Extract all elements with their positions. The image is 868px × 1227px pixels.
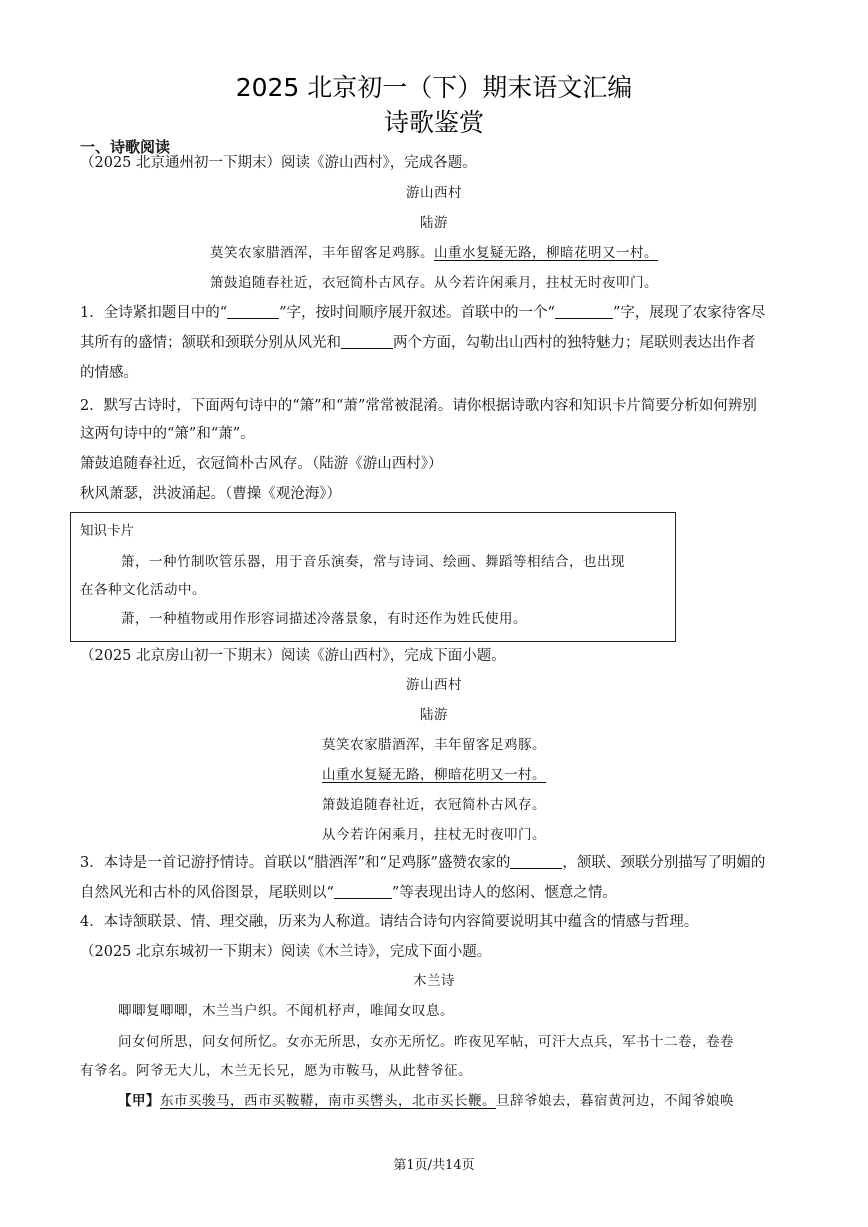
poem-underlined: 东市买骏马，西市买鞍鞯，南市买辔头，北市买长鞭。 bbox=[160, 1093, 496, 1109]
answer-blank[interactable] bbox=[510, 854, 562, 869]
poem-title: 游山西村 bbox=[406, 185, 462, 201]
question-2-line-1: 2．默写古诗时，下面两句诗中的“箫”和“萧”常常被混淆。请你根据诗歌内容和知识卡片简要分析如何辨别 bbox=[80, 398, 757, 414]
poem-paragraph: 问女何所思，问女何所忆。女亦无所思，女亦无所忆。昨夜见军帖，可汗大点兵，军书十二卷，卷卷 bbox=[118, 1034, 734, 1050]
poem-line-underlined: 山重水复疑无路，柳暗花明又一村。 bbox=[322, 767, 546, 783]
quote-line: 秋风萧瑟，洪波涌起。（曹操《观沧海》） bbox=[80, 486, 341, 502]
card-line: 箫，一种竹制吹管乐器，用于音乐演奏，常与诗词、绘画、舞蹈等相结合，也出现 bbox=[121, 554, 625, 570]
question-text: 1．全诗紧扣题目中的“ bbox=[80, 305, 228, 321]
poem-title: 游山西村 bbox=[406, 677, 462, 693]
question-3-line-1 bbox=[80, 853, 765, 873]
quote-line: 箫鼓追随春社近，衣冠简朴古风存。（陆游《游山西村》） bbox=[80, 456, 443, 472]
card-line: 在各种文化活动中。 bbox=[80, 582, 206, 598]
poem-line: 莫笑农家腊酒浑，丰年留客足鸡豚。 bbox=[322, 737, 546, 753]
card-line: 萧，一种植物或用作形容词描述冷落景象，有时还作为姓氏使用。 bbox=[121, 611, 527, 627]
question-text: ”字，按时间顺序展开叙述。首联中的一个“ bbox=[279, 305, 555, 321]
answer-blank[interactable] bbox=[341, 334, 393, 349]
poem-title: 木兰诗 bbox=[413, 973, 455, 989]
question-text: 自然风光和古朴的风俗图景，尾联则以“ bbox=[80, 885, 334, 901]
poem-author: 陆游 bbox=[420, 707, 448, 723]
poem-paragraph: 有爷名。阿爷无大儿，木兰无长兄，愿为市鞍马，从此替爷征。 bbox=[80, 1063, 472, 1079]
source-note-fangshan: （2025 北京房山初一下期末）阅读《游山西村》，完成下面小题。 bbox=[80, 648, 506, 664]
question-4: 4．本诗颔联景、情、理交融，历来为人称道。请结合诗句内容简要说明其中蕴含的情感与哲理。 bbox=[80, 914, 699, 930]
question-text: 两个方面，勾勒出山西村的独特魅力；尾联则表达出作者 bbox=[393, 335, 756, 351]
answer-blank[interactable] bbox=[555, 304, 613, 319]
answer-blank[interactable] bbox=[227, 304, 279, 319]
poem-line-underlined: 山重水复疑无路，柳暗花明又一村。 bbox=[434, 245, 658, 261]
card-title: 知识卡片 bbox=[80, 523, 134, 539]
poem-line: 从今若许闲乘月，拄杖无时夜叩门。 bbox=[322, 827, 546, 843]
question-3-line-2 bbox=[80, 883, 617, 903]
poem-author: 陆游 bbox=[420, 215, 448, 231]
poem-line-text: 莫笑农家腊酒浑，丰年留客足鸡豚。 bbox=[210, 245, 434, 261]
section-tag: 【甲】 bbox=[118, 1093, 160, 1109]
question-1-line-2 bbox=[80, 333, 756, 353]
document-title: 2025 北京初一（下）期末语文汇编 bbox=[235, 73, 633, 102]
poem-paragraph bbox=[118, 1091, 734, 1111]
section-heading: 一、诗歌阅读 bbox=[80, 138, 171, 156]
poem-line: 箫鼓追随春社近，衣冠简朴古风存。 bbox=[322, 797, 546, 813]
answer-blank[interactable] bbox=[334, 884, 392, 899]
question-text: 其所有的盛情；颔联和颈联分别从风光和 bbox=[80, 335, 341, 351]
source-note-dongcheng: （2025 北京东城初一下期末）阅读《木兰诗》，完成下面小题。 bbox=[80, 944, 492, 960]
question-text: ”等表现出诗人的悠闲、惬意之情。 bbox=[391, 885, 617, 901]
source-note-tongzhou: （2025 北京通州初一下期末）阅读《游山西村》，完成各题。 bbox=[80, 155, 477, 171]
question-text: ，颔联、颈联分别描写了明媚的 bbox=[562, 855, 766, 871]
poem-text: 旦辞爷娘去，暮宿黄河边，不闻爷娘唤 bbox=[496, 1093, 734, 1109]
question-2-line-2: 这两句诗中的“箫”和“萧”。 bbox=[80, 426, 255, 442]
poem-line bbox=[0, 765, 868, 785]
question-1-line-1 bbox=[80, 303, 765, 323]
poem-line: 箫鼓追随春社近，衣冠简朴古风存。从今若许闲乘月，拄杖无时夜叩门。 bbox=[210, 275, 658, 291]
poem-paragraph: 唧唧复唧唧，木兰当户织。不闻机杼声，唯闻女叹息。 bbox=[118, 1003, 454, 1019]
knowledge-card bbox=[70, 512, 676, 642]
document-subtitle: 诗歌鉴赏 bbox=[383, 108, 484, 137]
question-text: 3．本诗是一首记游抒情诗。首联以“腊酒浑”和“足鸡豚”盛赞农家的 bbox=[80, 855, 511, 871]
question-1-line-3: 的情感。 bbox=[80, 365, 138, 381]
poem-line bbox=[0, 243, 868, 263]
page-footer: 第1页/共14页 bbox=[393, 1158, 475, 1173]
question-text: ”字，展现了农家待客尽 bbox=[612, 305, 766, 321]
